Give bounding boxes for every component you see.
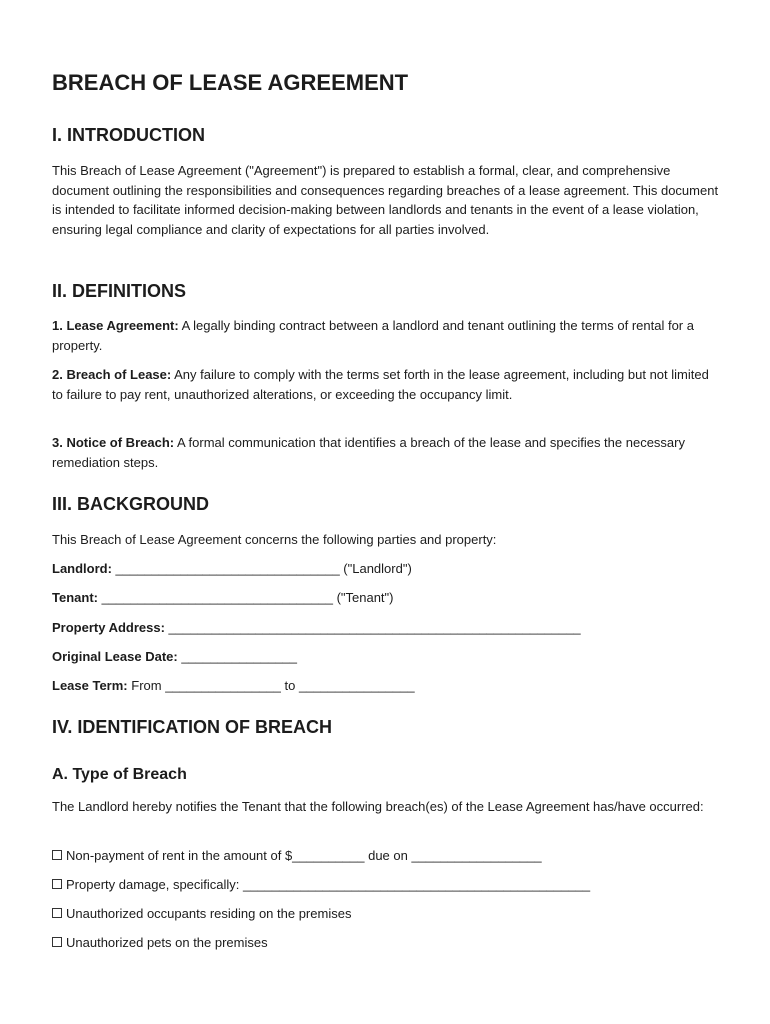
breach-option [52,904,351,924]
identification-heading: IV. IDENTIFICATION OF BREACH [52,717,333,737]
lease-term-label: Lease Term: [52,678,128,693]
landlord-field [52,559,412,579]
breach-option [52,875,590,895]
breach-option-label: Unauthorized pets on the premises [66,935,268,950]
definition-item [52,316,722,355]
breach-option [52,846,542,866]
identification-intro: The Landlord hereby notifies the Tenant that the following breach(es) of the Lease Agreement has/have occurred: [52,799,704,814]
original-lease-date-field [52,647,297,667]
definition-item [52,365,722,404]
checkbox-icon[interactable] [52,850,62,860]
checkbox-icon[interactable] [52,937,62,947]
property-address-blank: _________________________________________________________ [164,620,581,635]
document-title: BREACH OF LEASE AGREEMENT [52,70,409,95]
background-intro: This Breach of Lease Agreement concerns the following parties and property: [52,532,497,547]
checkbox-icon[interactable] [52,908,62,918]
breach-option [52,933,268,953]
original-lease-date-blank: ________________ [177,649,298,664]
definition-term: 3. Notice of Breach: [52,435,175,450]
breach-option-label: Unauthorized occupants residing on the premises [66,906,352,921]
original-lease-date-label: Original Lease Date: [52,649,178,664]
tenant-label: Tenant: [52,590,98,605]
breach-option-label: Non-payment of rent in the amount of $__________ due on __________________ [66,848,542,863]
property-address-label: Property Address: [52,620,165,635]
definition-text: A formal communication that identifies a breach of the lease and specifies the necessary remediation steps. [52,435,685,470]
definition-term: 2. Breach of Lease: [52,367,172,382]
breach-option-label: Property damage, specifically: ________________________________________________ [66,877,591,892]
tenant-blank: ________________________________ ("Tenant") [97,590,394,605]
definition-text: Any failure to comply with the terms set forth in the lease agreement, including but not limited to failure to pay rent, unauthorized alterations, or exceeding the occupancy limit. [52,367,709,402]
introduction-body: This Breach of Lease Agreement ("Agreement") is prepared to establish a formal, clear, and comprehensive document outlining the responsibilities and consequences regarding breaches of a lease agreement. This document is intended to facilitate informed decision-making between landlords and tenants in the event of a lease violation, ensuring legal compliance and clarity of expectations for all parties involved. [52,163,719,237]
lease-term-blank: From ________________ to ________________ [127,678,415,693]
tenant-field [52,588,394,608]
background-heading: III. BACKGROUND [52,494,209,514]
checkbox-icon[interactable] [52,879,62,889]
lease-term-field [52,676,415,696]
definition-term: 1. Lease Agreement: [52,318,179,333]
landlord-blank: _______________________________ ("Landlord") [111,561,412,576]
type-of-breach-heading: A. Type of Breach [52,766,187,783]
property-address-field [52,618,581,638]
introduction-heading: I. INTRODUCTION [52,125,205,145]
definition-text: A legally binding contract between a landlord and tenant outlining the terms of rental for a property. [52,318,694,353]
definition-item [52,433,722,472]
definitions-heading: II. DEFINITIONS [52,281,187,301]
landlord-label: Landlord: [52,561,112,576]
